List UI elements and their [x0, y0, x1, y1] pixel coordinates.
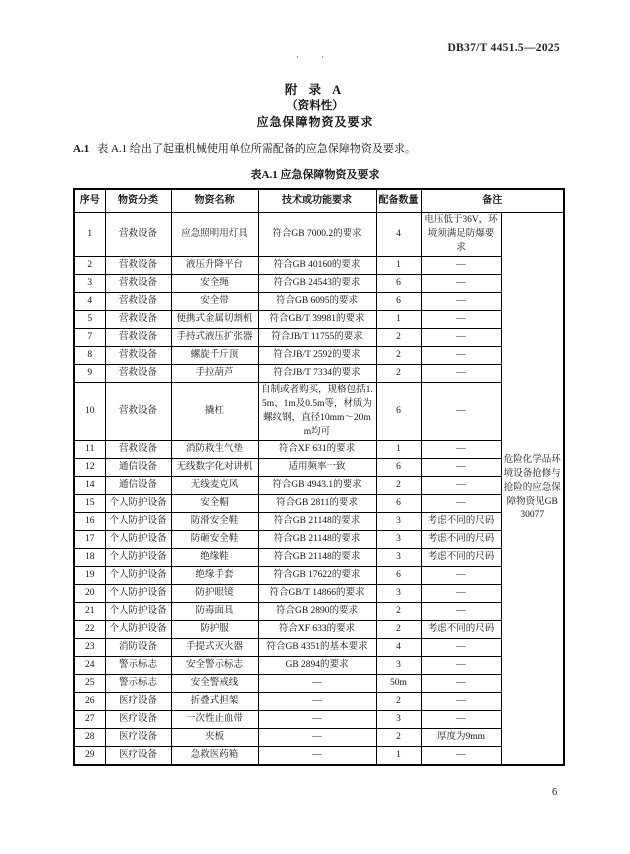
cell-category: 个人防护设备 [105, 603, 171, 621]
clause-paragraph [73, 140, 563, 156]
col-header-name: 物资名称 [171, 189, 258, 213]
cell-no: 12 [74, 459, 105, 477]
cell-category: 个人防护设备 [105, 621, 171, 639]
cell-name: 安全警示标志 [171, 657, 258, 675]
cell-name: 安全绳 [171, 275, 258, 293]
cell-requirement: 适用频率一致 [258, 459, 376, 477]
cell-remark: — [421, 365, 501, 383]
clause-text: 表 A.1 给出了起重机械使用单位所需配备的应急保障物资及要求。 [97, 143, 416, 155]
table-row [74, 441, 564, 459]
cell-remark: 电压低于36V，环境须满足防爆要求 [421, 213, 501, 257]
cell-name: 夹板 [171, 729, 258, 747]
cell-no: 8 [74, 347, 105, 365]
cell-requirement: GB 2894的要求 [258, 657, 376, 675]
table-row [74, 293, 564, 311]
cell-requirement: — [258, 675, 376, 693]
doc-number: DB37/T 4451.5—2025 [447, 42, 560, 54]
cell-no: 27 [74, 711, 105, 729]
cell-category: 营救设备 [105, 293, 171, 311]
cell-quantity: 4 [376, 639, 421, 657]
cell-requirement: 符合GB 21148的要求 [258, 513, 376, 531]
cell-name: 防滑安全鞋 [171, 513, 258, 531]
cell-name: 手拉葫芦 [171, 365, 258, 383]
cell-requirement: 符合GB 17622的要求 [258, 567, 376, 585]
remark-side-note-cell: 危险化学品环境设备抢修与抢险的应急保障物资见GB 30077 [501, 213, 564, 766]
col-header-no: 序号 [74, 189, 105, 213]
cell-quantity: 6 [376, 495, 421, 513]
cell-name: 安全警戒线 [171, 675, 258, 693]
table-row [74, 275, 564, 293]
cell-category: 营救设备 [105, 213, 171, 257]
cell-name: 手提式灭火器 [171, 639, 258, 657]
cell-requirement: 符合GB 21148的要求 [258, 549, 376, 567]
cell-name: 撬杠 [171, 383, 258, 441]
cell-no: 25 [74, 675, 105, 693]
cell-name: 折叠式担架 [171, 693, 258, 711]
cell-category: 个人防护设备 [105, 549, 171, 567]
col-header-quantity: 配备数量 [376, 189, 421, 213]
cell-remark: — [421, 693, 501, 711]
cell-requirement: — [258, 747, 376, 766]
cell-no: 29 [74, 747, 105, 766]
cell-quantity: 2 [376, 329, 421, 347]
cell-category: 营救设备 [105, 311, 171, 329]
cell-requirement: 符合JB/T 2592的要求 [258, 347, 376, 365]
cell-quantity: 4 [376, 213, 421, 257]
cell-no: 18 [74, 549, 105, 567]
cell-no: 5 [74, 311, 105, 329]
table-row [74, 365, 564, 383]
cell-remark: — [421, 383, 501, 441]
table-row [74, 513, 564, 531]
cell-no: 23 [74, 639, 105, 657]
col-header-requirement: 技术或功能要求 [258, 189, 376, 213]
cell-quantity: 3 [376, 711, 421, 729]
supplies-table [73, 188, 565, 766]
cell-no: 7 [74, 329, 105, 347]
appendix-subtitle: （资料性） [286, 100, 344, 112]
cell-name: 防砸安全鞋 [171, 531, 258, 549]
header-dots: · · [295, 52, 335, 62]
cell-requirement: — [258, 711, 376, 729]
cell-remark: 考虑不同的尺码 [421, 549, 501, 567]
cell-no: 11 [74, 441, 105, 459]
cell-remark: — [421, 257, 501, 275]
table-row [74, 383, 564, 441]
cell-quantity: 6 [376, 383, 421, 441]
cell-category: 医疗设备 [105, 693, 171, 711]
cell-name: 便携式金属切割机 [171, 311, 258, 329]
cell-name: 安全带 [171, 293, 258, 311]
cell-quantity: 1 [376, 441, 421, 459]
table-row [74, 711, 564, 729]
cell-remark: — [421, 567, 501, 585]
cell-quantity: 1 [376, 311, 421, 329]
table-header-row [74, 189, 564, 213]
cell-quantity: 6 [376, 459, 421, 477]
cell-quantity: 3 [376, 531, 421, 549]
cell-remark: — [421, 441, 501, 459]
cell-no: 1 [74, 213, 105, 257]
cell-category: 警示标志 [105, 657, 171, 675]
cell-name: 消防救生气垫 [171, 441, 258, 459]
table-row [74, 567, 564, 585]
cell-requirement: 符合JB/T 7334的要求 [258, 365, 376, 383]
col-header-remark: 备注 [421, 189, 564, 213]
cell-category: 个人防护设备 [105, 531, 171, 549]
cell-name: 防护眼镜 [171, 585, 258, 603]
cell-remark: — [421, 603, 501, 621]
clause-label: A.1 [73, 143, 90, 155]
table-row [74, 477, 564, 495]
cell-quantity: 2 [376, 621, 421, 639]
cell-requirement: 符合GB 4943.1的要求 [258, 477, 376, 495]
cell-quantity: 3 [376, 513, 421, 531]
table-row [74, 329, 564, 347]
table-row [74, 585, 564, 603]
cell-no: 15 [74, 495, 105, 513]
cell-category: 个人防护设备 [105, 495, 171, 513]
cell-category: 营救设备 [105, 365, 171, 383]
cell-category: 通信设备 [105, 477, 171, 495]
cell-requirement: 符合GB/T 39981的要求 [258, 311, 376, 329]
cell-quantity: 3 [376, 549, 421, 567]
cell-remark: — [421, 459, 501, 477]
cell-remark: — [421, 311, 501, 329]
cell-name: 急救医药箱 [171, 747, 258, 766]
cell-requirement: 符合GB 6095的要求 [258, 293, 376, 311]
table-row [74, 257, 564, 275]
cell-category: 医疗设备 [105, 729, 171, 747]
cell-requirement: 符合GB 40160的要求 [258, 257, 376, 275]
cell-no: 4 [74, 293, 105, 311]
table-row [74, 531, 564, 549]
cell-remark: — [421, 585, 501, 603]
cell-quantity: 2 [376, 693, 421, 711]
cell-name: 无线麦克风 [171, 477, 258, 495]
cell-quantity: 2 [376, 729, 421, 747]
cell-name: 螺旋千斤顶 [171, 347, 258, 365]
table-row [74, 657, 564, 675]
cell-no: 20 [74, 585, 105, 603]
cell-remark: — [421, 347, 501, 365]
table-row [74, 603, 564, 621]
cell-requirement: 符合GB 2811的要求 [258, 495, 376, 513]
cell-category: 营救设备 [105, 383, 171, 441]
cell-remark: 考虑不同的尺码 [421, 531, 501, 549]
cell-quantity: 3 [376, 657, 421, 675]
cell-no: 3 [74, 275, 105, 293]
cell-name: 一次性止血带 [171, 711, 258, 729]
cell-quantity: 6 [376, 275, 421, 293]
cell-name: 防毒面具 [171, 603, 258, 621]
cell-category: 警示标志 [105, 675, 171, 693]
cell-category: 营救设备 [105, 275, 171, 293]
cell-remark: — [421, 675, 501, 693]
cell-no: 26 [74, 693, 105, 711]
cell-no: 9 [74, 365, 105, 383]
cell-quantity: 3 [376, 585, 421, 603]
cell-requirement: 符合XF 633的要求 [258, 621, 376, 639]
table-row [74, 675, 564, 693]
cell-no: 16 [74, 513, 105, 531]
cell-category: 个人防护设备 [105, 585, 171, 603]
table-row [74, 621, 564, 639]
cell-no: 19 [74, 567, 105, 585]
cell-requirement: 自制或者购买，规格包括1.5m、1m及0.5m等，材质为螺纹钢，直径10mm～20mm均可 [258, 383, 376, 441]
table-row [74, 639, 564, 657]
cell-quantity: 6 [376, 567, 421, 585]
table-row [74, 459, 564, 477]
cell-name: 液压升降平台 [171, 257, 258, 275]
col-header-category: 物资分类 [105, 189, 171, 213]
cell-name: 绝缘手套 [171, 567, 258, 585]
cell-category: 通信设备 [105, 459, 171, 477]
cell-name: 绝缘鞋 [171, 549, 258, 567]
cell-remark: — [421, 711, 501, 729]
cell-quantity: 2 [376, 365, 421, 383]
cell-name: 应急照明用灯具 [171, 213, 258, 257]
cell-requirement: 符合XF 631的要求 [258, 441, 376, 459]
cell-remark: — [421, 329, 501, 347]
cell-category: 医疗设备 [105, 747, 171, 766]
cell-remark: — [421, 639, 501, 657]
cell-category: 营救设备 [105, 347, 171, 365]
table-caption: 表A.1 应急保障物资及要求 [250, 169, 380, 181]
cell-name: 安全帽 [171, 495, 258, 513]
cell-remark: — [421, 495, 501, 513]
cell-remark: 厚度为9mm [421, 729, 501, 747]
cell-no: 17 [74, 531, 105, 549]
cell-name: 手持式液压扩张器 [171, 329, 258, 347]
cell-requirement: 符合JB/T 11755的要求 [258, 329, 376, 347]
cell-quantity: 2 [376, 477, 421, 495]
cell-no: 2 [74, 257, 105, 275]
table-row [74, 495, 564, 513]
cell-remark: — [421, 293, 501, 311]
appendix-heading: 应急保障物资及要求 [256, 115, 374, 129]
cell-category: 个人防护设备 [105, 567, 171, 585]
cell-no: 21 [74, 603, 105, 621]
cell-requirement: 符合GB 4351的基本要求 [258, 639, 376, 657]
cell-remark: 考虑不同的尺码 [421, 513, 501, 531]
cell-requirement: 符合GB/T 14866的要求 [258, 585, 376, 603]
cell-category: 营救设备 [105, 257, 171, 275]
cell-no: 22 [74, 621, 105, 639]
cell-quantity: 1 [376, 747, 421, 766]
cell-requirement: 符合GB 24543的要求 [258, 275, 376, 293]
cell-quantity: 6 [376, 293, 421, 311]
cell-remark: — [421, 275, 501, 293]
table-row [74, 213, 564, 257]
cell-name: 无线数字化对讲机 [171, 459, 258, 477]
appendix-title: 附 录 A [284, 83, 346, 97]
table-body [74, 213, 564, 766]
cell-quantity: 2 [376, 603, 421, 621]
table-row [74, 693, 564, 711]
cell-category: 消防设备 [105, 639, 171, 657]
cell-requirement: 符合GB 21148的要求 [258, 531, 376, 549]
table-row [74, 729, 564, 747]
cell-category: 营救设备 [105, 329, 171, 347]
cell-remark: — [421, 657, 501, 675]
cell-quantity: 2 [376, 347, 421, 365]
cell-quantity: 1 [376, 257, 421, 275]
page-number: 6 [552, 787, 558, 798]
cell-category: 个人防护设备 [105, 513, 171, 531]
cell-category: 营救设备 [105, 441, 171, 459]
cell-category: 医疗设备 [105, 711, 171, 729]
table-row [74, 311, 564, 329]
cell-requirement: — [258, 729, 376, 747]
cell-no: 10 [74, 383, 105, 441]
cell-no: 24 [74, 657, 105, 675]
cell-requirement: 符合GB 7000.2的要求 [258, 213, 376, 257]
cell-remark: — [421, 477, 501, 495]
table-row [74, 549, 564, 567]
table-row [74, 747, 564, 766]
cell-no: 28 [74, 729, 105, 747]
cell-name: 防护服 [171, 621, 258, 639]
cell-remark: — [421, 747, 501, 766]
cell-no: 14 [74, 477, 105, 495]
table-row [74, 347, 564, 365]
cell-requirement: — [258, 693, 376, 711]
cell-remark: 考虑不同的尺码 [421, 621, 501, 639]
cell-requirement: 符合GB 2890的要求 [258, 603, 376, 621]
cell-quantity: 50m [376, 675, 421, 693]
